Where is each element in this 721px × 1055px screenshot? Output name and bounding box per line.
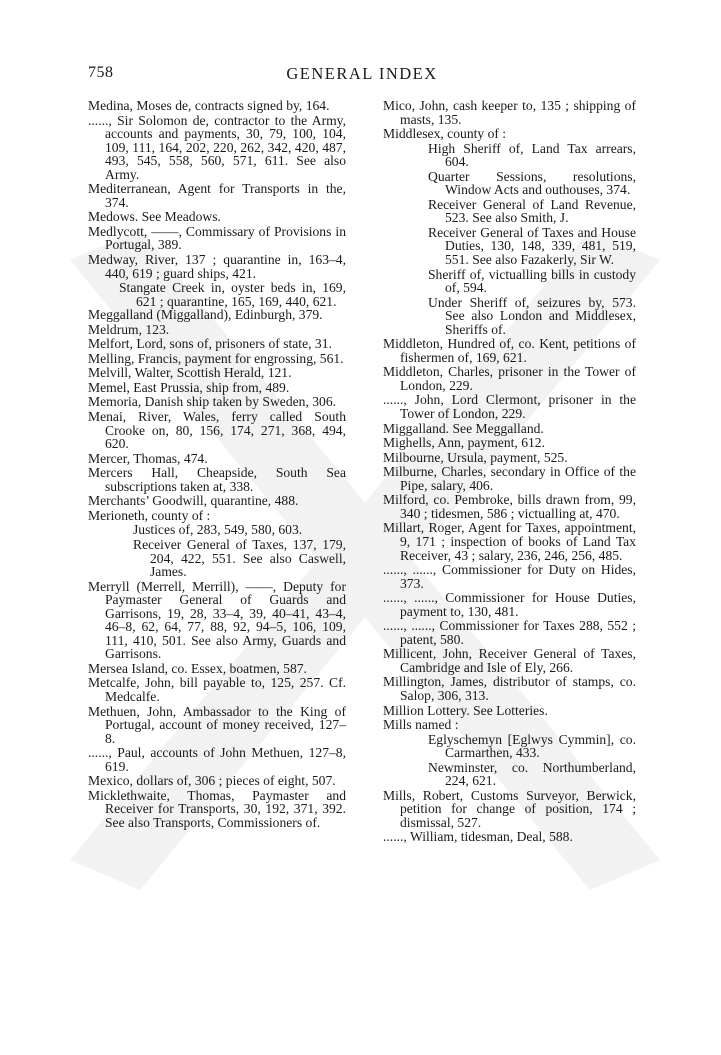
index-entry: Milford, co. Pembroke, bills drawn from, 99, 340 ; tidesmen, 586 ; victualling at, 470.	[383, 492, 636, 521]
index-entry: Medlycott, ——, Commissary of Provisions in Portugal, 389.	[88, 223, 346, 253]
page-title: GENERAL INDEX	[286, 64, 438, 83]
index-entry: Milburne, Charles, secondary in Office of the Pipe, salary, 406.	[383, 464, 636, 493]
index-entry: Quarter Sessions, resolutions, Window Acts and outhouses, 374.	[428, 168, 636, 198]
index-entry: Mexico, dollars of, 306 ; pieces of eight, 507.	[88, 773, 336, 789]
index-entry: Meggalland (Miggalland), Edinburgh, 379.	[88, 307, 323, 323]
index-entry: Metcalfe, John, bill payable to, 125, 257. Cf. Medcalfe.	[88, 675, 346, 704]
index-entry: Mighells, Ann, payment, 612.	[383, 435, 545, 451]
index-entry: Medows. See Meadows.	[88, 209, 221, 225]
index-entry: Menai, River, Wales, ferry called South Crooke on, 80, 156, 174, 271, 368, 494, 620.	[88, 409, 346, 452]
index-entry: Medina, Moses de, contracts signed by, 164.	[88, 98, 330, 113]
index-entry: Mills named :	[383, 717, 459, 733]
index-entry: Miggalland. See Meggalland.	[383, 420, 544, 436]
index-entry: ......, William, tidesman, Deal, 588.	[383, 829, 573, 845]
index-entry: Middleton, Hundred of, co. Kent, petitions of fishermen of, 169, 621.	[383, 336, 636, 365]
index-entry: ......, Sir Solomon de, contractor to the Army, accounts and payments, 30, 79, 100, 104, 109, 111, 164, 202, 220, 262, 342, 420, 487, 493, 545, 558, 560, 571, 611. See also Army.	[88, 112, 346, 182]
index-entry: Mercers Hall, Cheapside, South Sea subscriptions taken at, 338.	[88, 465, 346, 494]
index-entry: Melfort, Lord, sons of, prisoners of state, 31.	[88, 336, 332, 352]
index-entry: Melling, Francis, payment for engrossing, 561.	[88, 350, 344, 366]
index-entry: Medway, River, 137 ; quarantine in, 163–4, 440, 619 ; guard ships, 421.	[88, 252, 346, 281]
index-entry: High Sheriff of, Land Tax arrears, 604.	[428, 140, 636, 170]
index-entry: Middleton, Charles, prisoner in the Tower of London, 229.	[383, 364, 636, 393]
index-entry: Micklethwaite, Thomas, Paymaster and Receiver for Transports, 30, 192, 371, 392. See also Transports, Commissioners of.	[88, 787, 346, 830]
index-entry: Mersea Island, co. Essex, boatmen, 587.	[88, 660, 307, 676]
index-entry: Middlesex, county of :	[383, 126, 507, 142]
index-entry: Merchants’ Goodwill, quarantine, 488.	[88, 493, 299, 509]
index-entry: Receiver General of Taxes, 137, 179, 204, 422, 551. See also Caswell, James.	[133, 536, 346, 580]
index-entry: Receiver General of Land Revenue, 523. See also Smith, J.	[428, 196, 636, 226]
index-entry: Millicent, John, Receiver General of Taxes, Cambridge and Isle of Ely, 266.	[383, 646, 636, 675]
index-entry: ......, John, Lord Clermont, prisoner in the Tower of London, 229.	[383, 392, 636, 422]
index-entry: ......, ......, Commissioner for Duty on Hides, 373.	[383, 562, 636, 591]
index-entry: Memoria, Danish ship taken by Sweden, 306.	[88, 394, 337, 410]
index-entry: Methuen, John, Ambassador to the King of Portugal, account of money received, 127–8.	[88, 703, 346, 746]
index-entry: Memel, East Prussia, ship from, 489.	[88, 379, 290, 395]
index-entry: Under Sheriff of, seizures by, 573. See also London and Middlesex, Sheriffs of.	[428, 294, 636, 337]
index-entry: Milbourne, Ursula, payment, 525.	[383, 449, 568, 465]
index-entry: Millington, James, distributor of stamps, co. Salop, 306, 313.	[383, 674, 636, 703]
index-entry: Merryll (Merrell, Merrill), ——, Deputy for Paymaster General of Guards and Garrisons, 19, 28, 33–4, 39, 40–41, 43–4, 46–8, 62, 64, 77, 88, 92, 94–5, 106, 109, 111, 410, 501. See also Army, Guards and Garrisons.	[88, 578, 346, 662]
index-entry: Melvill, Walter, Scottish Herald, 121.	[88, 365, 292, 381]
index-entry: Newminster, co. Northumberland, 224, 621.	[428, 759, 636, 789]
index-entry: Merioneth, county of :	[88, 507, 211, 523]
index-entry: Mills, Robert, Customs Surveyor, Berwick, petition for change of position, 174 ; dismissal, 527.	[383, 787, 636, 830]
index-entry: ......, Paul, accounts of John Methuen, 127–8, 619.	[88, 745, 346, 774]
index-entry: Sheriff of, victualling bills in custody of, 594.	[428, 266, 636, 296]
index-entry: ......, ......, Commissioner for House Duties, payment to, 130, 481.	[383, 590, 636, 619]
index-entry: Mercer, Thomas, 474.	[88, 450, 208, 466]
index-entry: Meldrum, 123.	[88, 321, 170, 337]
index-entry: Justices of, 283, 549, 580, 603.	[133, 522, 303, 538]
page-number: 758	[88, 64, 114, 81]
index-entry: Millart, Roger, Agent for Taxes, appointment, 9, 171 ; inspection of books of Land Tax Receiver, 43 ; salary, 236, 246, 256, 485.	[383, 520, 636, 563]
index-entry: Mico, John, cash keeper to, 135 ; shipping of masts, 135.	[383, 98, 636, 127]
index-entry: Mediterranean, Agent for Transports in the, 374.	[88, 181, 346, 210]
page-header	[88, 64, 636, 86]
left-index-column	[88, 99, 346, 830]
index-entry: Stangate Creek in, oyster beds in, 169, 621 ; quarantine, 165, 169, 440, 621.	[119, 280, 346, 309]
right-index-column	[383, 99, 636, 845]
index-entry: Million Lottery. See Lotteries.	[383, 702, 548, 718]
index-entry: Receiver General of Taxes and House Duties, 130, 148, 339, 481, 519, 551. See also Fazakerly, Sir W.	[428, 224, 636, 268]
index-entry: Eglyschemyn [Eglwys Cymmin], co. Carmarthen, 433.	[428, 731, 636, 761]
index-entry: ......, ......, Commissioner for Taxes 288, 552 ; patent, 580.	[383, 618, 636, 647]
